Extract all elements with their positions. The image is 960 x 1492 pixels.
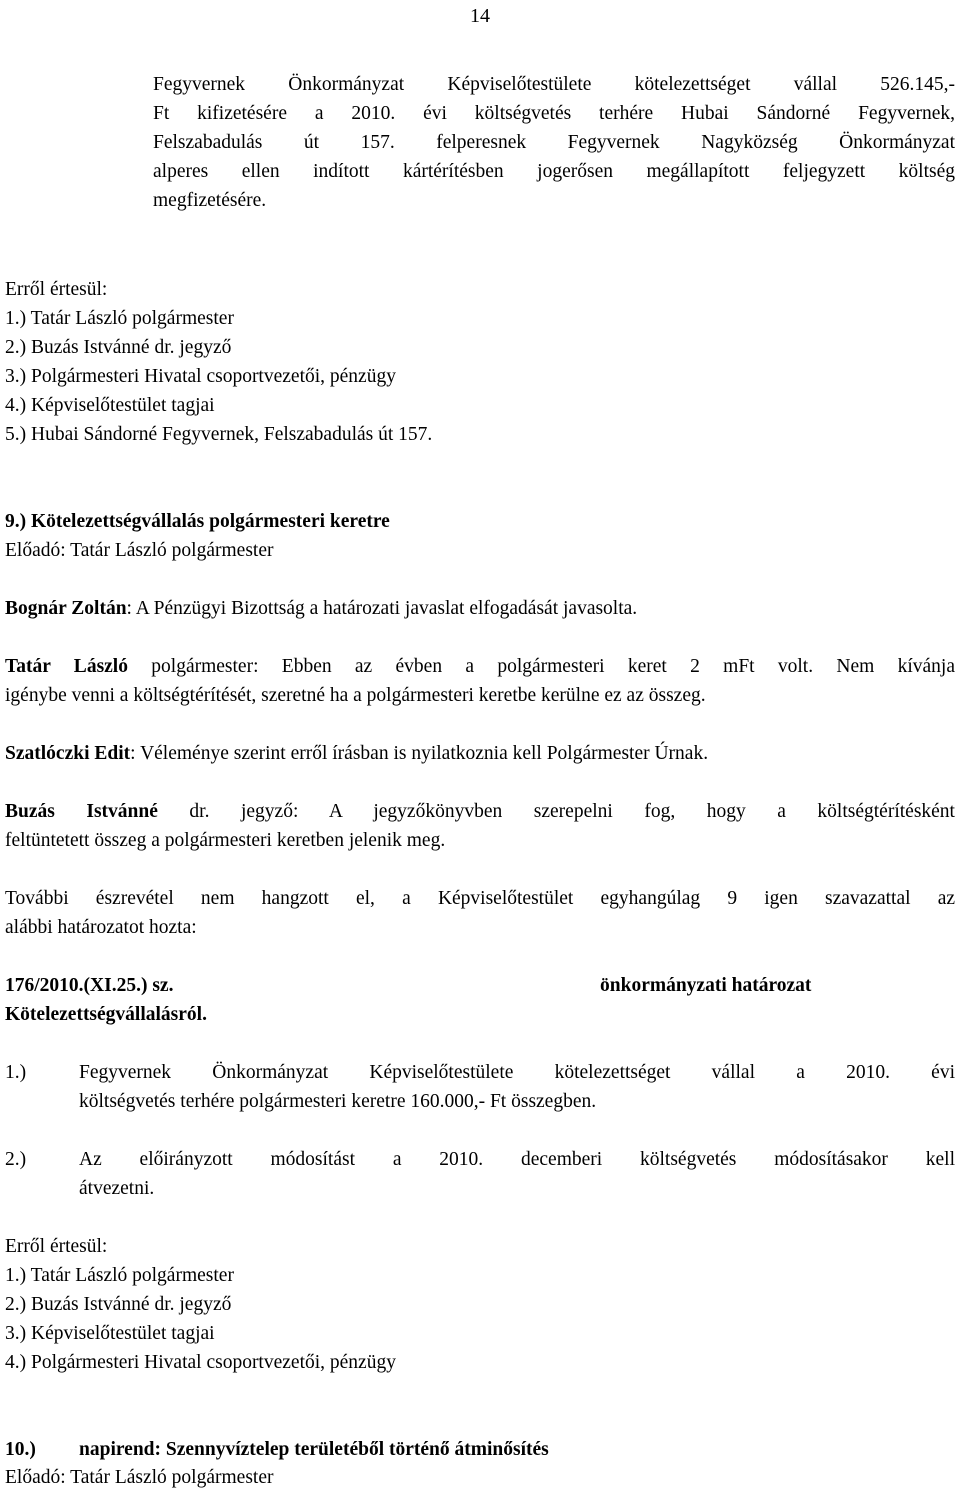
- notify-item: 1.) Tatár László polgármester: [5, 308, 234, 329]
- agenda-presenter: Előadó: Tatár László polgármester: [5, 540, 274, 561]
- agenda-item-10: [5, 1435, 955, 1464]
- resolution-point-1: [5, 1058, 955, 1116]
- speech-text: polgármester: Ebben az évben a polgármesteri keret 2 mFt volt. Nem kívánja: [127, 656, 955, 677]
- intro-line: Felszabadulás út 157. felperesnek Fegyvernek Nagyközség Önkormányzat: [153, 132, 955, 153]
- notify-item: 2.) Buzás Istvánné dr. jegyző: [5, 337, 232, 358]
- agenda-number: 10.): [5, 1439, 36, 1460]
- resolution-header: [5, 971, 955, 1000]
- intro-line: Fegyvernek Önkormányzat Képviselőtestülete kötelezettséget vállal 526.145,-: [153, 74, 955, 95]
- notify-item: 1.) Tatár László polgármester: [5, 1265, 234, 1286]
- point-text: Az előirányzott módosítást a 2010. decemberi költségvetés módosításakor kell: [79, 1149, 955, 1170]
- resolution-number: 176/2010.(XI.25.) sz.: [5, 975, 174, 996]
- speech-buzas: [5, 797, 955, 855]
- speech-text: : Véleménye szerint erről írásban is nyilatkoznia kell Polgármester Úrnak.: [130, 743, 709, 764]
- speaker-name: Buzás Istvánné: [5, 801, 158, 822]
- intro-line: Ft kifizetésére a 2010. évi költségvetés terhére Hubai Sándorné Fegyvernek,: [153, 103, 955, 124]
- speech-text: : A Pénzügyi Bizottság a határozati javaslat elfogadását javasolta.: [126, 598, 638, 619]
- point-number: 1.): [5, 1062, 27, 1083]
- notify-item: 3.) Polgármesteri Hivatal csoportvezetői, pénzügy: [5, 366, 396, 387]
- speech-text: dr. jegyző: A jegyzőkönyvben szerepelni fog, hogy a költségtérítésként: [157, 801, 955, 822]
- agenda-presenter: Előadó: Tatár László polgármester: [5, 1467, 274, 1488]
- resolution-type: önkormányzati határozat: [600, 975, 812, 996]
- resolution-subject-block: [5, 1000, 955, 1029]
- intro-line: alperes ellen indított kártérítésben jogerősen megállapított feljegyzett költség: [153, 161, 955, 182]
- resolution-subject: Kötelezettségvállalásról.: [5, 1004, 207, 1025]
- notify-item: 3.) Képviselőtestület tagjai: [5, 1323, 215, 1344]
- notify-item: 5.) Hubai Sándorné Fegyvernek, Felszabadulás út 157.: [5, 424, 433, 445]
- agenda-item-9: [5, 507, 955, 565]
- notify-heading: Erről értesül:: [5, 279, 108, 300]
- agenda-title: 9.) Kötelezettségvállalás polgármesteri keretre: [5, 511, 390, 532]
- point-text: Fegyvernek Önkormányzat Képviselőtestülete kötelezettséget vállal a 2010. évi: [79, 1062, 955, 1083]
- notify-list-1: [5, 275, 955, 449]
- speech-text: feltüntetett összeg a polgármesteri keretben jelenik meg.: [5, 830, 446, 851]
- agenda-10-presenter-block: [5, 1463, 955, 1492]
- notify-heading: Erről értesül:: [5, 1236, 108, 1257]
- notify-item: 2.) Buzás Istvánné dr. jegyző: [5, 1294, 232, 1315]
- speaker-name: Szatlóczki Edit: [5, 743, 131, 764]
- notify-item: 4.) Polgármesteri Hivatal csoportvezetői, pénzügy: [5, 1352, 396, 1373]
- speaker-name: Bognár Zoltán: [5, 598, 127, 619]
- point-text: költségvetés terhére polgármesteri keretre 160.000,- Ft összegben.: [79, 1091, 597, 1112]
- intro-line: megfizetésére.: [153, 190, 267, 211]
- point-number: 2.): [5, 1149, 27, 1170]
- speech-tatar: [5, 652, 955, 710]
- speech-text: igénybe venni a költségtérítését, szeretné ha a polgármesteri keretbe kerülne ez az összeg.: [5, 685, 706, 706]
- vote-text: További észrevétel nem hangzott el, a Képviselőtestület egyhangúlag 9 igen szavazattal az: [5, 888, 955, 909]
- speech-szatloczki: [5, 739, 955, 768]
- speech-bognar: [5, 594, 955, 623]
- resolution-point-2: [5, 1145, 955, 1203]
- speaker-name: Tatár László: [5, 656, 128, 677]
- intro-paragraph: [153, 70, 955, 215]
- notify-item: 4.) Képviselőtestület tagjai: [5, 395, 215, 416]
- agenda-title: napirend: Szennyvíztelep területéből történő átminősítés: [79, 1439, 549, 1460]
- point-text: átvezetni.: [79, 1178, 155, 1199]
- vote-paragraph: [5, 884, 955, 942]
- notify-list-2: [5, 1232, 955, 1377]
- page-number: 14: [470, 5, 490, 27]
- vote-text: alábbi határozatot hozta:: [5, 917, 197, 938]
